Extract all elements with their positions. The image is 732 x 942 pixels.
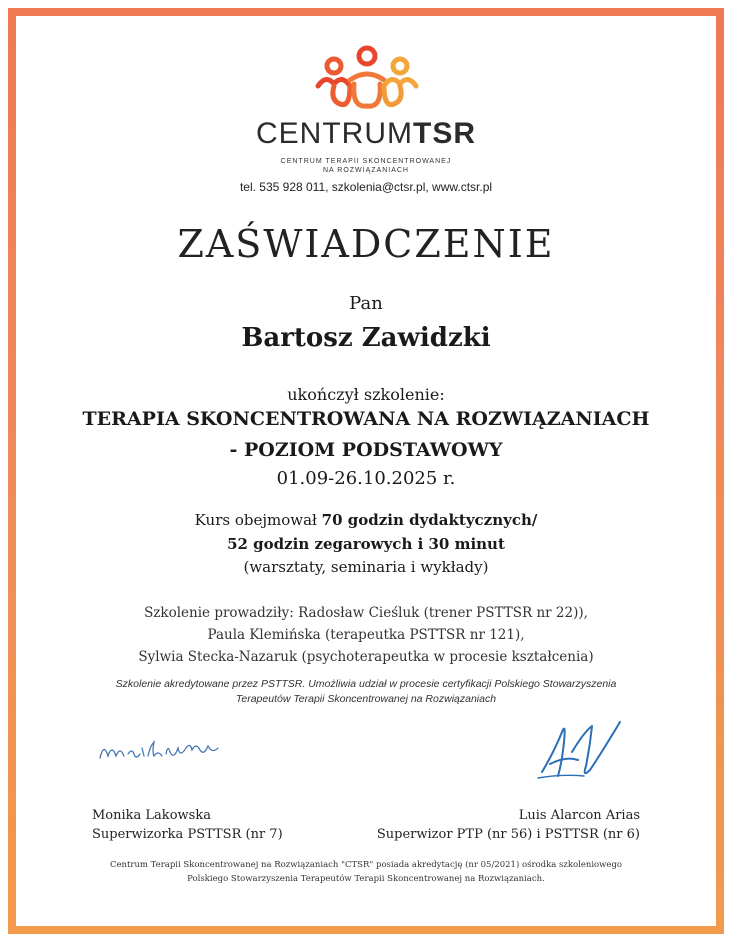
signer-left-role: Superwizorka PSTTSR (nr 7)	[92, 827, 283, 842]
course-title-line2: - POZIOM PODSTAWOWY	[229, 439, 503, 461]
course-title-line1: TERAPIA SKONCENTROWANA NA ROZWIĄZANIACH	[82, 408, 650, 430]
accreditation-note	[0, 677, 732, 707]
trainers-line1: Szkolenie prowadziły: Radosław Cieśluk (trener PSTTSR nr 22)),	[144, 605, 588, 621]
signer-left	[92, 806, 283, 844]
course-dates: 01.09-26.10.2025 r.	[276, 468, 456, 489]
brand-wordmark	[0, 117, 732, 151]
signature-right	[532, 712, 632, 787]
hours-line3: (warsztaty, seminaria i wykłady)	[243, 558, 489, 576]
hours-prefix: Kurs obejmował	[194, 511, 322, 529]
brand-subtitle	[0, 157, 732, 175]
contact-line: tel. 535 928 011, szkolenia@ctsr.pl, www.ctsr.pl	[239, 180, 493, 194]
brand-subtitle-line2: NA ROZWIĄZANIACH	[322, 167, 409, 174]
signer-right-role: Superwizor PTP (nr 56) i PSTTSR (nr 6)	[376, 827, 640, 842]
brand-subtitle-line1: CENTRUM TERAPII SKONCENTROWANEJ	[280, 158, 452, 165]
footer-line1: Centrum Terapii Skoncentrowanej na Rozwiązaniach "CTSR" posiada akredytację (nr 05/2021) ośrodka szkoleniowego	[109, 860, 623, 870]
ctsr-logo-icon	[312, 44, 422, 112]
brand-light: CENTRUM	[256, 117, 413, 150]
hours-bold: 70 godzin dydaktycznych/	[321, 511, 538, 529]
signature-left	[96, 730, 236, 770]
footer-note	[0, 858, 732, 886]
hours-line2: 52 godzin zegarowych i 30 minut	[227, 535, 505, 553]
accreditation-line1: Szkolenie akredytowane przez PSTTSR. Umożliwia udział w procesie certyfikacji Polskiego Stowarzyszenia	[115, 678, 617, 690]
certificate-title: ZAŚWIADCZENIE	[177, 222, 555, 266]
completed-label: ukończył szkolenie:	[287, 385, 445, 404]
brand-bold: TSR	[413, 117, 476, 150]
trainers-line2: Paula Klemińska (terapeutka PSTTSR nr 121),	[207, 627, 525, 643]
signer-right-name: Luis Alarcon Arias	[518, 808, 640, 823]
trainers	[0, 602, 732, 668]
trainers-line3: Sylwia Stecka-Nazaruk (psychoterapeutka w procesie kształcenia)	[138, 649, 594, 665]
footer-line2: Polskiego Stowarzyszenia Terapeutów Terapii Skoncentrowanej na Rozwiązaniach.	[187, 874, 545, 884]
signer-right	[377, 806, 640, 844]
salutation: Pan	[349, 293, 383, 314]
signer-left-name: Monika Lakowska	[92, 808, 211, 823]
accreditation-line2: Terapeutów Terapii Skoncentrowanej na Rozwiązaniach	[235, 693, 497, 705]
recipient-name: Bartosz Zawidzki	[241, 323, 491, 353]
hours-line1	[0, 511, 732, 529]
